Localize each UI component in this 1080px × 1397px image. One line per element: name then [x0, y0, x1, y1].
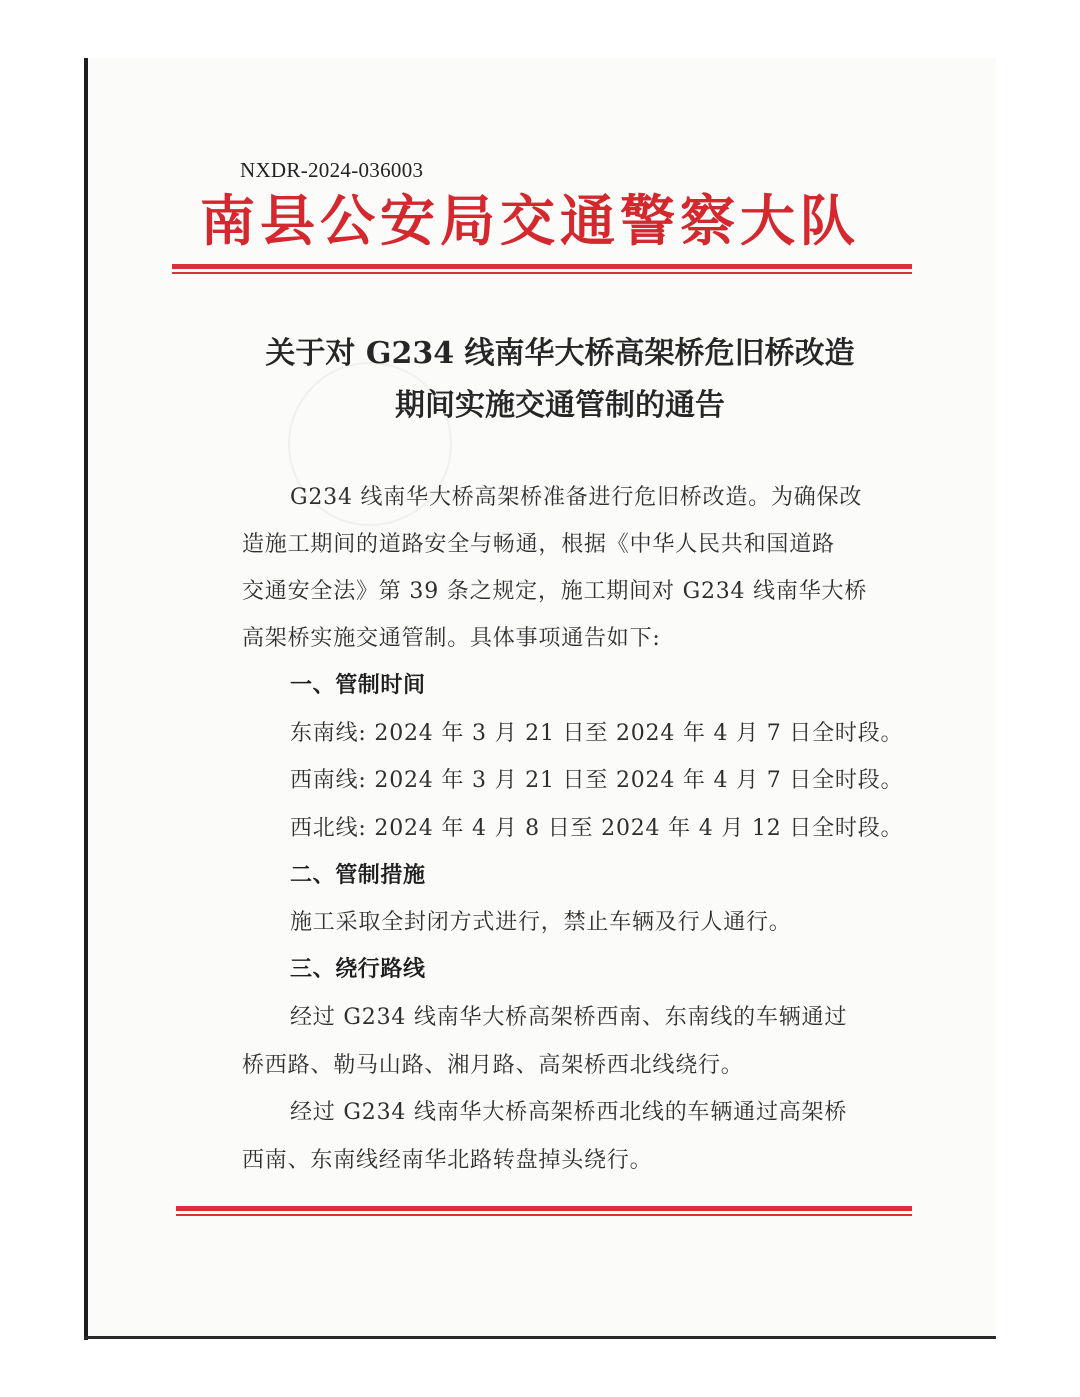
detour-para-2-line-2: 西南、东南线经南华北路转盘掉头绕行。	[242, 1148, 653, 1173]
detour-para-1-line-1: 经过 G234 线南华大桥高架桥西南、东南线的车辆通过	[290, 1005, 848, 1030]
intro-line-3: 交通安全法》第 39 条之规定，施工期间对 G234 线南华大桥	[242, 579, 868, 604]
scan-edge-left	[84, 58, 88, 1340]
footer-rule-thin	[176, 1214, 912, 1216]
letterhead-rule-thick	[172, 264, 912, 269]
schedule-northwest-line: 西北线: 2024 年 4 月 8 日至 2024 年 4 月 12 日全时段。	[290, 816, 904, 841]
notice-title-line-2: 期间实施交通管制的通告	[395, 388, 725, 423]
intro-line-1: G234 线南华大桥高架桥准备进行危旧桥改造。为确保改	[290, 485, 863, 510]
section-heading-control-time: 一、管制时间	[290, 673, 426, 698]
measures-line: 施工采取全封闭方式进行，禁止车辆及行人通行。	[290, 910, 792, 935]
agency-letterhead: 南县公安局交通警察大队	[200, 188, 861, 253]
intro-line-4: 高架桥实施交通管制。具体事项通告如下:	[242, 626, 661, 651]
document-code: NXDR-2024-036003	[240, 158, 424, 182]
detour-para-1-line-2: 桥西路、勒马山路、湘月路、高架桥西北线绕行。	[242, 1053, 744, 1078]
footer-rule-thick	[176, 1206, 912, 1211]
schedule-southwest-line: 西南线: 2024 年 3 月 21 日至 2024 年 4 月 7 日全时段。	[290, 768, 904, 793]
intro-line-2: 造施工期间的道路安全与畅通，根据《中华人民共和国道路	[242, 532, 835, 557]
schedule-southeast-line: 东南线: 2024 年 3 月 21 日至 2024 年 4 月 7 日全时段。	[290, 721, 904, 746]
detour-para-2-line-1: 经过 G234 线南华大桥高架桥西北线的车辆通过高架桥	[290, 1100, 848, 1125]
letterhead-rule-thin	[172, 272, 912, 274]
section-heading-detour-routes: 三、绕行路线	[290, 957, 426, 982]
scan-edge-bottom	[84, 1336, 996, 1339]
section-heading-control-measures: 二、管制措施	[290, 863, 426, 888]
notice-title-line-1: 关于对 G234 线南华大桥高架桥危旧桥改造	[265, 336, 855, 371]
